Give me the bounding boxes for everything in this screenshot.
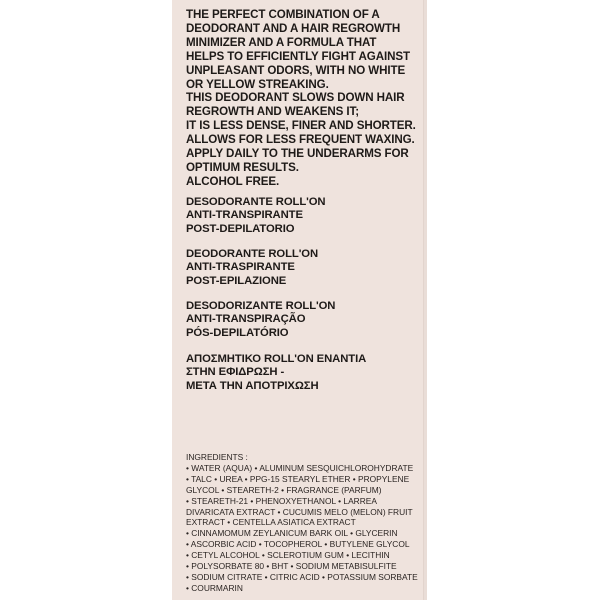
ingredients-line: • SODIUM CITRATE • CITRIC ACID • POTASSIUM SORBATE bbox=[186, 571, 418, 582]
ingredients-line: • ASCORBIC ACID • TOCOPHEROL • BUTYLENE GLYCOL bbox=[186, 539, 410, 550]
ingredients-line: • TALC • UREA • PPG-15 STEARYL ETHER • PROPYLENE bbox=[186, 473, 410, 484]
product-name-line: ANTI-TRASPIRANTE bbox=[186, 261, 295, 274]
product-description bbox=[186, 8, 424, 189]
description-line: OR YELLOW STREAKING. bbox=[186, 77, 329, 91]
product-name-line: POST-DEPILATORIO bbox=[186, 222, 295, 235]
description-line: IT IS LESS DENSE, FINER AND SHORTER. bbox=[186, 119, 416, 133]
ingredients-line: DIVARICATA EXTRACT • CUCUMIS MELO (MELON) FRUIT bbox=[186, 506, 413, 517]
product-name-line: ANTI-TRANSPIRAÇÃO bbox=[186, 313, 306, 326]
product-name-greek bbox=[186, 353, 424, 393]
ingredients-heading: INGREDIENTS : bbox=[186, 452, 248, 462]
description-line: THIS DEODORANT SLOWS DOWN HAIR bbox=[186, 91, 405, 105]
description-line: APPLY DAILY TO THE UNDERARMS FOR bbox=[186, 147, 409, 161]
ingredients-line: • STEARETH-21 • PHENOXYETHANOL • LARREA bbox=[186, 495, 377, 506]
ingredients-line: • CETYL ALCOHOL • SCLEROTIUM GUM • LECITHIN bbox=[186, 550, 390, 561]
ingredients-line: • CINNAMOMUM ZEYLANICUM BARK OIL • GLYCERIN bbox=[186, 528, 398, 539]
product-name-portuguese bbox=[186, 300, 424, 340]
ingredients-line: • WATER (AQUA) • ALUMINUM SESQUICHLOROHYDRATE bbox=[186, 462, 414, 473]
product-name-italian bbox=[186, 248, 424, 288]
product-name-line: ANTI-TRANSPIRANTE bbox=[186, 209, 303, 222]
description-line: MINIMIZER AND A FORMULA THAT bbox=[186, 35, 377, 49]
product-name-line: DESODORIZANTE ROLL'ON bbox=[186, 300, 336, 312]
description-line: OPTIMUM RESULTS. bbox=[186, 160, 299, 174]
description-line: ALCOHOL FREE. bbox=[186, 174, 280, 188]
ingredients-line: • COURMARIN bbox=[186, 582, 243, 593]
product-name-line: PÓS-DEPILATÓRIO bbox=[186, 326, 289, 339]
panel-edge bbox=[424, 0, 427, 600]
product-name-line: ΣΤΗΝ ΕΦΙΔΡΩΣΗ - bbox=[186, 366, 285, 379]
product-name-line: ΑΠΟΣΜΗΤΙΚΟ ROLL'ON ΕΝΑΝΤΙΑ bbox=[186, 353, 367, 365]
product-name-line: POST-EPILAZIONE bbox=[186, 274, 287, 287]
product-name-spanish bbox=[186, 196, 424, 236]
product-name-line: ΜΕΤΑ ΤΗΝ ΑΠΟΤΡΙΧΩΣΗ bbox=[186, 379, 319, 392]
description-line: HELPS TO EFFICIENTLY FIGHT AGAINST bbox=[186, 49, 410, 63]
description-line: UNPLEASANT ODORS, WITH NO WHITE bbox=[186, 63, 406, 77]
ingredients-list bbox=[186, 452, 424, 594]
product-name-line: DESODORANTE ROLL'ON bbox=[186, 196, 326, 208]
packaging-panel bbox=[172, 0, 424, 600]
ingredients-line: GLYCOL • STEARETH-2 • FRAGRANCE (PARFUM) bbox=[186, 484, 382, 495]
description-line: REGROWTH AND WEAKENS IT; bbox=[186, 105, 360, 119]
description-line: DEODORANT AND A HAIR REGROWTH bbox=[186, 21, 401, 35]
description-line: THE PERFECT COMBINATION OF A bbox=[186, 8, 380, 21]
description-line: ALLOWS FOR LESS FREQUENT WAXING. bbox=[186, 133, 415, 147]
ingredients-line: EXTRACT • CENTELLA ASIATICA EXTRACT bbox=[186, 517, 356, 528]
ingredients-line: • POLYSORBATE 80 • BHT • SODIUM METABISULFITE bbox=[186, 561, 397, 572]
product-name-line: DEODORANTE ROLL'ON bbox=[186, 248, 319, 260]
